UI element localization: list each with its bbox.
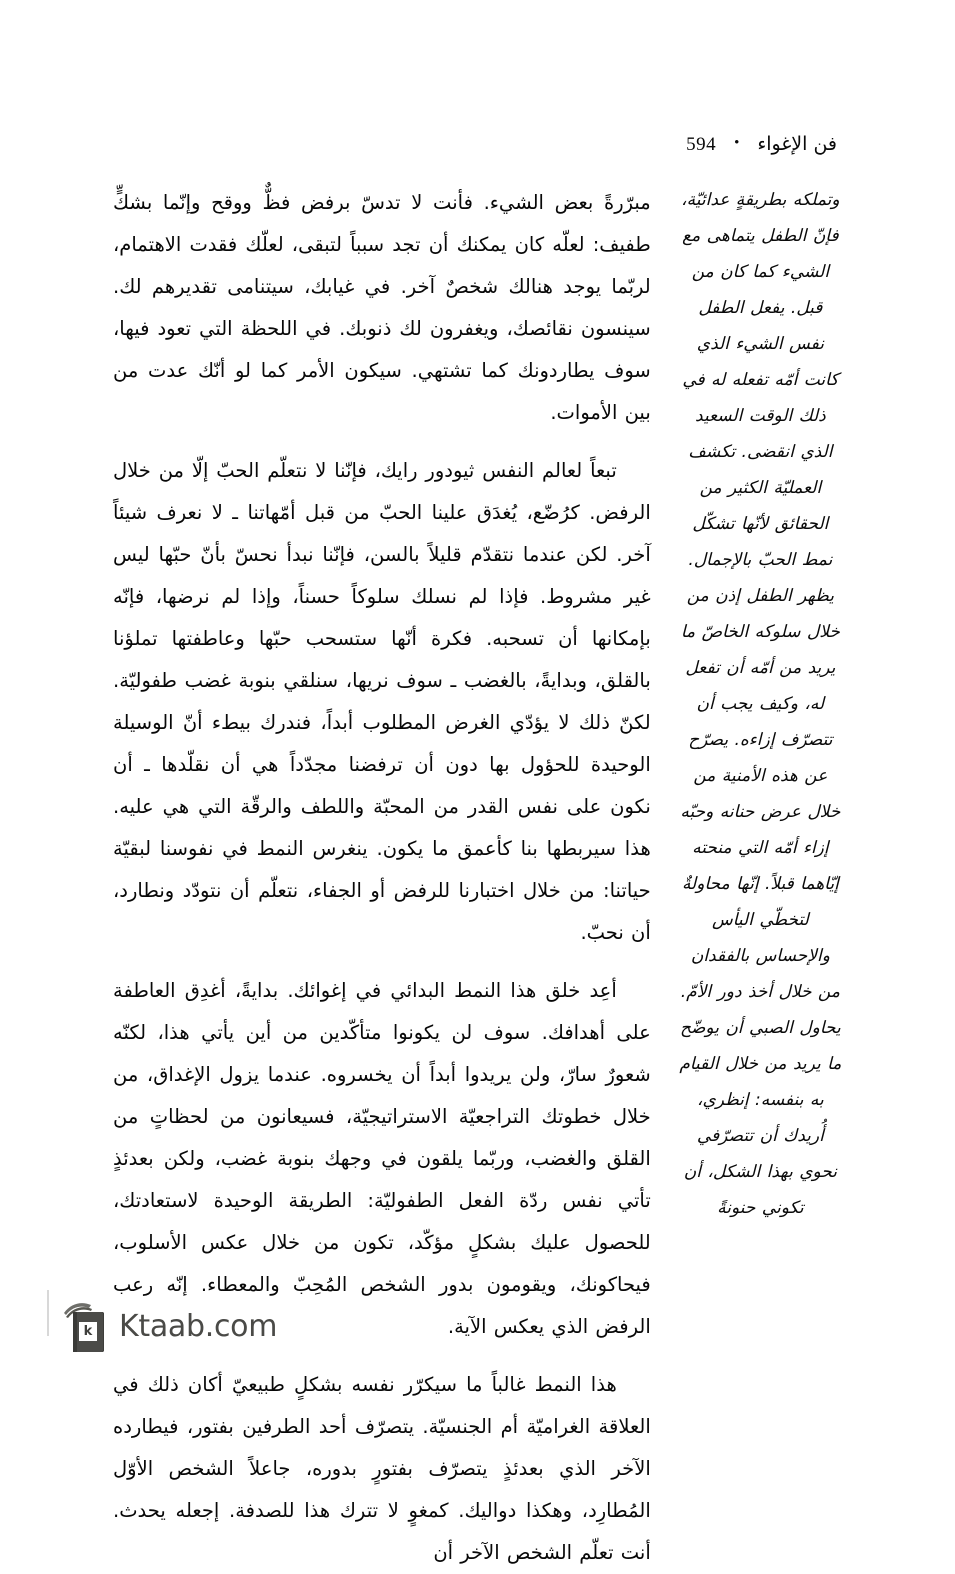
scan-edge-artifact — [47, 1290, 49, 1336]
running-head-book-title: فن الإغواء — [757, 133, 837, 155]
watermark-label: Ktaab.com — [119, 1308, 278, 1344]
ktaab-logo-letter: k — [79, 1322, 97, 1341]
paragraph-1: مبرّرةً بعض الشيء. فأنت لا تدسّ برفض فظٌّ ووقح وإنّما بشكٍّ طفيف: لعلّه كان يمكنك أن تجد سبباً لتبقى، لعلّك فقدت الاهتمام، لربّما يوجد هنالك شخصٌ آخر. في غيابك، سيتنامى تقديرهم لك. سينسون نقائصك، ويغفرون لك ذنوبك. في اللحظة التي تعود فيها، سوف يطاردونك كما تشتهي. سيكون الأمر كما لو أنّك عدت من بين الأموات. — [113, 191, 651, 424]
running-head-separator-bullet-icon: • — [734, 135, 740, 151]
running-head — [118, 133, 837, 156]
paragraph-3: أعِد خلق هذا النمط البدائي في إغوائك. بدايةً، أغدِق العاطفة على أهدافك. سوف لن يكونوا متأكّدين من أين يأتي هذا، لكنّه شعورٌ سارّ، ولن يريدوا أبداً أن يخسروه. عندما يزول الإغداق، من خلال خطوتك التراجعيّة الاستراتيجيّة، فسيعانون من لحظاتٍ من القلق والغضب، وربّما يلقون في وجهك بنوبة غضب، ولكن بعدئذٍ تأتي نفس ردّة الفعل الطفوليّة: الطريقة الوحيدة لاستعادتك، للحصول عليك بشكلٍ مؤكّد، تكون من خلال عكس الأسلوب، فيحاكونك، ويقومون بدور الشخص المُحِبّ والمعطاء. إنّه رعب الرفض الذي يعكس الآية. — [113, 979, 651, 1338]
paragraph-4: هذا النمط غالباً ما سيكرّر نفسه بشكلٍ طبيعيّ أكان ذلك في العلاقة الغراميّة أم الجنسيّة. يتصرّف أحد الطرفين بفتور، فيطارده الآخر الذي بعدئذٍ يتصرّف بفتورٍ بدوره، جاعلاً الشخص الأوّل المُطارِد، وهكذا دواليك. كمغوٍ لا تترك هذا للصدفة. إجعله يحدث. أنت تعلّم الشخص الآخر أن — [113, 1373, 651, 1564]
paragraph-2: تبعاً لعالم النفس ثيودور رايك، فإنّنا لا نتعلّم الحبّ إلّا من خلال الرفض. كرُضّع، يُغدَق علينا الحبّ من قبل أمّهاتنا ـ لا نعرف شيئاً آخر. لكن عندما نتقدّم قليلاً بالسن، فإنّنا نبدأ نحسّ بأنّ حبّها ليس غير مشروط. فإذا لم نسلك سلوكاً حسناً، وإذا لم نرضها، فإنّه بإمكانها أن تسحبه. فكرة أنّها ستسحب حبّها وعاطفتها تملؤنا بالقلق، وبدايةً، بالغضب ـ سوف نريها، سنلقي بنوبة غضب طفوليّة. لكنّ ذلك لا يؤدّي الغرض المطلوب أبداً، فندرك بيطء أنّ الوسيلة الوحيدة للحؤول بها دون أن ترفضنا مجدّداً هي أن نقلّدها ـ أن نكون على نفس القدر من المحبّة واللطف والرقّة التي هي عليه. هذا سيربطها بنا كأعمق ما يكون. ينغرس النمط في نفوسنا لبقيّة حياتنا: من خلال اختبارنا للرفض أو الجفاء، نتعلّم أن نتودّد ونطارد، أن نحبّ. — [113, 459, 651, 944]
site-watermark — [62, 1300, 277, 1352]
ktaab-book-icon — [62, 1300, 108, 1352]
margin-note-text: وتملكه بطريقةٍ عدائيّة، فإنّ الطفل يتماهى مع الشيء كما كان من قبل. يفعل الطفل نفس الشيء الذي كانت أمّه تفعله له في ذلك الوقت السعيد الذي انقضى. تكشف العمليّة الكثير من الحقائق لأنّها تشكّل نمط الحبّ بالإجمال. يظهر الطفل إذن من خلال سلوكه الخاصّ ما يريد من أمّه أن تفعل له، وكيف يجب أن تتصرّف إزاءه. يصرّح عن هذه الأمنية من خلال عرض حنانه وحبّه إزاء أمّه التي منحته إيّاهما قبلاً. إنّها محاولةٌ لتخطّي اليأس والإحساس بالفقدان من خلال أخذ دور الأمّ. يحاول الصبي أن يوضّح ما يريد من خلال القيام به بنفسه: إنظري، أُريدك أن تتصرّفي نحوي بهذا الشكل، أن تكوني حنونةً — [679, 190, 842, 1218]
margin-note-column — [679, 182, 842, 1247]
page-number: 594 — [686, 134, 717, 155]
